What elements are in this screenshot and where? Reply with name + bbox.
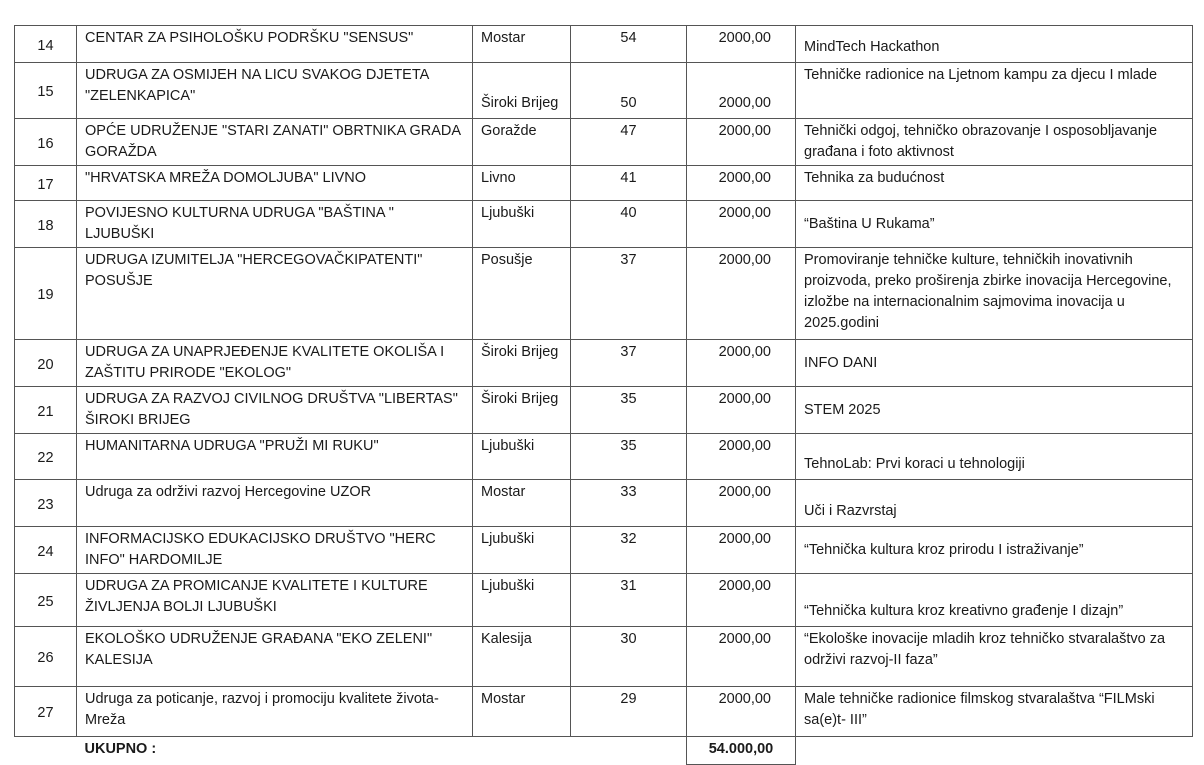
amount: 2000,00 (687, 527, 796, 574)
organization-name: OPĆE UDRUŽENJE "STARI ZANATI" OBRTNIKA GRADA GORAŽDA (77, 119, 473, 166)
project-name: MindTech Hackathon (796, 26, 1193, 63)
city: Ljubuški (473, 201, 571, 248)
amount: 2000,00 (687, 26, 796, 63)
project-name: “Ekološke inovacije mladih kroz tehničko stvaralaštvo za održivi razvoj-II faza” (796, 627, 1193, 687)
table-row (15, 480, 1193, 527)
row-number: 23 (15, 480, 77, 527)
row-number: 27 (15, 687, 77, 737)
row-number: 19 (15, 248, 77, 340)
table-row (15, 166, 1193, 201)
project-name: INFO DANI (796, 340, 1193, 387)
project-name: “Baština U Rukama” (796, 201, 1193, 248)
amount: 2000,00 (687, 201, 796, 248)
points: 40 (571, 201, 687, 248)
total-spacer (473, 737, 571, 765)
points: 29 (571, 687, 687, 737)
organization-name: EKOLOŠKO UDRUŽENJE GRAĐANA "EKO ZELENI" KALESIJA (77, 627, 473, 687)
points: 32 (571, 527, 687, 574)
row-number: 22 (15, 434, 77, 480)
city: Ljubuški (473, 574, 571, 627)
points: 54 (571, 26, 687, 63)
city: Široki Brijeg (473, 387, 571, 434)
row-number: 25 (15, 574, 77, 627)
total-amount: 54.000,00 (687, 737, 796, 765)
project-name: STEM 2025 (796, 387, 1193, 434)
points: 35 (571, 387, 687, 434)
table-row (15, 63, 1193, 119)
points: 37 (571, 340, 687, 387)
amount: 2000,00 (687, 248, 796, 340)
city: Mostar (473, 687, 571, 737)
project-name: “Tehnička kultura kroz prirodu I istraživanje” (796, 527, 1193, 574)
organization-name: UDRUGA ZA UNAPRJEĐENJE KVALITETE OKOLIŠA I ZAŠTITU PRIRODE "EKOLOG" (77, 340, 473, 387)
row-number: 16 (15, 119, 77, 166)
project-name: Tehničke radionice na Ljetnom kampu za djecu I mlade (796, 63, 1193, 119)
points: 31 (571, 574, 687, 627)
amount: 2000,00 (687, 480, 796, 527)
points: 37 (571, 248, 687, 340)
project-name: Tehnika za budućnost (796, 166, 1193, 201)
amount: 2000,00 (687, 434, 796, 480)
organization-name: UDRUGA ZA PROMICANJE KVALITETE I KULTURE ŽIVLJENJA BOLJI LJUBUŠKI (77, 574, 473, 627)
organization-name: UDRUGA ZA OSMIJEH NA LICU SVAKOG DJETETA "ZELENKAPICA" (77, 63, 473, 119)
amount: 2000,00 (687, 574, 796, 627)
row-number: 17 (15, 166, 77, 201)
city: Ljubuški (473, 434, 571, 480)
city: Široki Brijeg (473, 63, 571, 119)
city: Livno (473, 166, 571, 201)
row-number: 20 (15, 340, 77, 387)
total-label: UKUPNO : (84, 741, 157, 757)
amount: 2000,00 (687, 166, 796, 201)
amount: 2000,00 (687, 119, 796, 166)
city: Posušje (473, 248, 571, 340)
table-row (15, 201, 1193, 248)
points: 30 (571, 627, 687, 687)
table-row (15, 119, 1193, 166)
table-row (15, 26, 1193, 63)
table-row (15, 527, 1193, 574)
total-row (15, 737, 1193, 765)
organization-name: Udruga za poticanje, razvoj i promociju kvalitete života-Mreža (77, 687, 473, 737)
row-number: 14 (15, 26, 77, 63)
points: 50 (571, 63, 687, 119)
project-name: Uči i Razvrstaj (796, 480, 1193, 527)
amount: 2000,00 (687, 63, 796, 119)
row-number: 21 (15, 387, 77, 434)
project-name: Promoviranje tehničke kulture, tehničkih inovativnih proizvoda, preko proširenja zbirke inovacija Hercegovine, izložbe na internacionalnim sajmovima inovacija u 2025.godini (796, 248, 1193, 340)
table-row (15, 387, 1193, 434)
row-number: 15 (15, 63, 77, 119)
points: 33 (571, 480, 687, 527)
project-name: TehnoLab: Prvi koraci u tehnologiji (796, 434, 1193, 480)
city: Mostar (473, 480, 571, 527)
points: 35 (571, 434, 687, 480)
row-number: 26 (15, 627, 77, 687)
table-row (15, 574, 1193, 627)
project-name: Male tehničke radionice filmskog stvaralaštva “FILMski sa(e)t- III” (796, 687, 1193, 737)
total-spacer (15, 737, 77, 765)
amount: 2000,00 (687, 687, 796, 737)
total-spacer (571, 737, 687, 765)
table-row (15, 687, 1193, 737)
amount: 2000,00 (687, 627, 796, 687)
project-name: Tehnički odgoj, tehničko obrazovanje I osposobljavanje građana i foto aktivnost (796, 119, 1193, 166)
table-row (15, 627, 1193, 687)
table-row (15, 248, 1193, 340)
project-name: “Tehnička kultura kroz kreativno građenje I dizajn” (796, 574, 1193, 627)
table-row (15, 340, 1193, 387)
total-spacer (796, 737, 1193, 765)
amount: 2000,00 (687, 387, 796, 434)
organization-name: POVIJESNO KULTURNA UDRUGA "BAŠTINA " LJUBUŠKI (77, 201, 473, 248)
table-row (15, 434, 1193, 480)
amount: 2000,00 (687, 340, 796, 387)
city: Ljubuški (473, 527, 571, 574)
row-number: 24 (15, 527, 77, 574)
city: Goražde (473, 119, 571, 166)
organization-name: UDRUGA ZA RAZVOJ CIVILNOG DRUŠTVA "LIBERTAS" ŠIROKI BRIJEG (77, 387, 473, 434)
points: 41 (571, 166, 687, 201)
city: Mostar (473, 26, 571, 63)
organization-name: INFORMACIJSKO EDUKACIJSKO DRUŠTVO "HERC INFO" HARDOMILJE (77, 527, 473, 574)
grants-table (14, 25, 1193, 765)
organization-name: Udruga za održivi razvoj Hercegovine UZOR (77, 480, 473, 527)
city: Široki Brijeg (473, 340, 571, 387)
organization-name: CENTAR ZA PSIHOLOŠKU PODRŠKU "SENSUS" (77, 26, 473, 63)
city: Kalesija (473, 627, 571, 687)
row-number: 18 (15, 201, 77, 248)
organization-name: "HRVATSKA MREŽA DOMOLJUBA" LIVNO (77, 166, 473, 201)
organization-name: HUMANITARNA UDRUGA "PRUŽI MI RUKU" (77, 434, 473, 480)
points: 47 (571, 119, 687, 166)
organization-name: UDRUGA IZUMITELJA "HERCEGOVAČKIPATENTI" POSUŠJE (77, 248, 473, 340)
